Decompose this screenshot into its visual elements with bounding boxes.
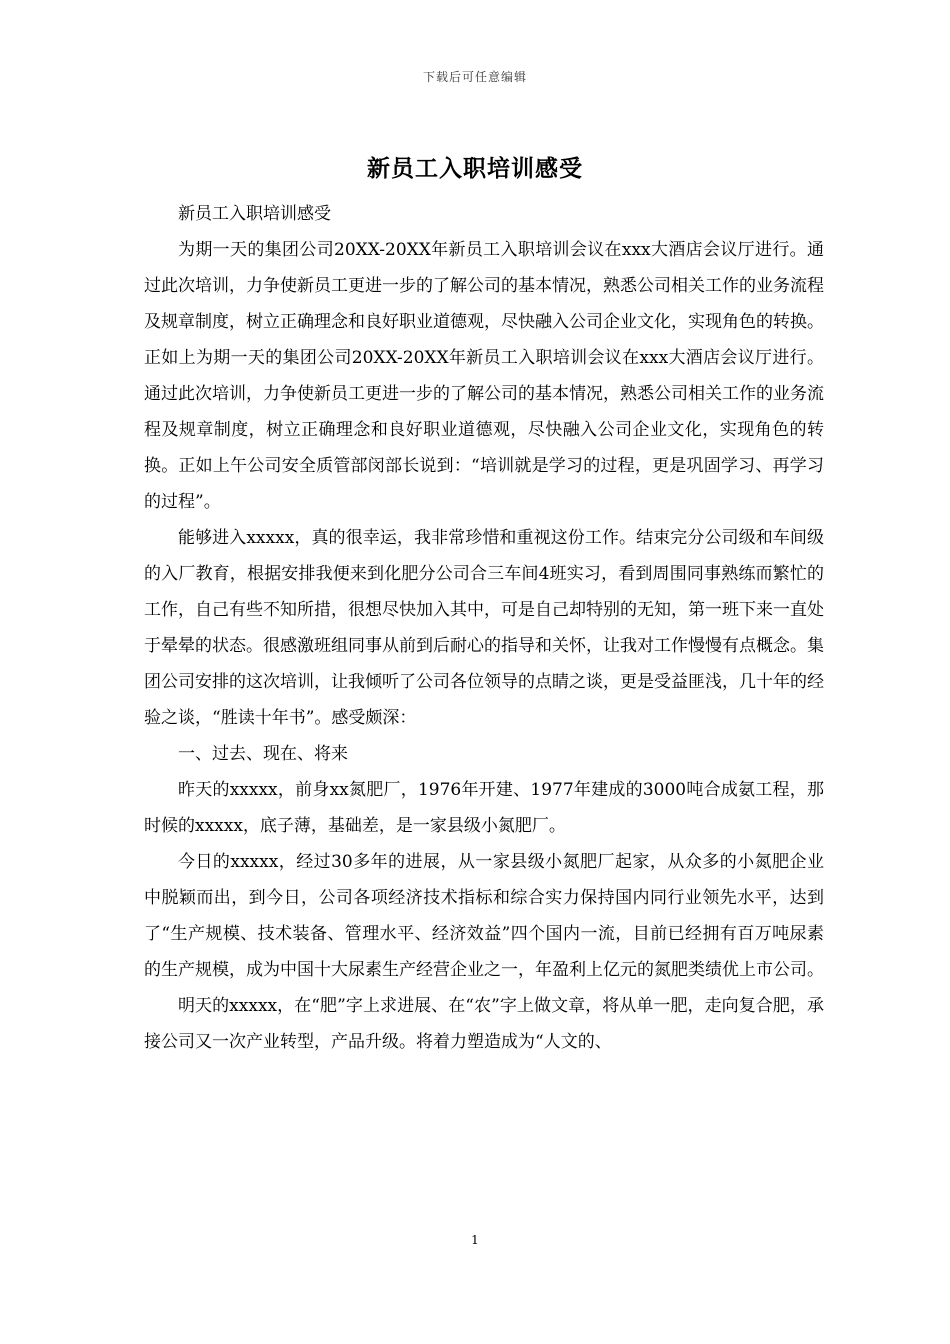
paragraph: 昨天的xxxxx，前身xx氮肥厂，1976年开建、1977年建成的3000吨合成氨工程，那时候的xxxxx，底子薄，基础差，是一家县级小氮肥厂。 [144,780,824,836]
page-number: 1 [471,1233,479,1247]
paragraph: 为期一天的集团公司20XX-20XX年新员工入职培训会议在xxx大酒店会议厅进行。通过此次培训，力争使新员工更进一步的了解公司的基本情况，熟悉公司相关工作的业务流程及规章制度，树立正确理念和良好职业道德观，尽快融入公司企业文化，实现角色的转换。正如上为期一天的集团公司20XX-20XX年新员工入职培训会议在xxx大酒店会议厅进行。通过此次培训，力争使新员工更进一步的了解公司的基本情况，熟悉公司相关工作的业务流程及规章制度，树立正确理念和良好职业道德观，尽快融入公司企业文化，实现角色的转换。正如上午公司安全质管部闵部长说到：“培训就是学习的过程，更是巩固学习、再学习的过程”。 [144,240,824,512]
paragraph: 今日的xxxxx，经过30多年的进展，从一家县级小氮肥厂起家，从众多的小氮肥企业中脱颖而出，到今日，公司各项经济技术指标和综合实力保持国内同行业领先水平，达到了“生产规模、技术装备、管理水平、经济效益”四个国内一流，目前已经拥有百万吨尿素的生产规模，成为中国十大尿素生产经营企业之一，年盈利上亿元的氮肥类绩优上市公司。 [144,852,824,980]
document-body [144,196,824,1060]
paragraph-subtitle: 新员工入职培训感受 [178,204,331,224]
paragraph: 能够进入xxxxx，真的很幸运，我非常珍惜和重视这份工作。结束完分公司级和车间级的入厂教育，根据安排我便来到化肥分公司合三车间4班实习，看到周围同事熟练而繁忙的工作，自己有些不知所措，很想尽快加入其中，可是自己却特别的无知，第一班下来一直处于晕晕的状态。很感激班组同事从前到后耐心的指导和关怀，让我对工作慢慢有点概念。集团公司安排的这次培训，让我倾听了公司各位领导的点睛之谈，更是受益匪浅，几十年的经验之谈，“胜读十年书”。感受颇深： [144,528,824,728]
section-heading: 一、过去、现在、将来 [178,744,348,764]
paragraph: 明天的xxxxx，在“肥”字上求进展、在“农”字上做文章，将从单一肥，走向复合肥，承接公司又一次产业转型，产品升级。将着力塑造成为“人文的、 [144,996,824,1052]
document-title: 新员工入职培训感受 [367,155,583,182]
header-note: 下载后可任意编辑 [422,70,527,84]
